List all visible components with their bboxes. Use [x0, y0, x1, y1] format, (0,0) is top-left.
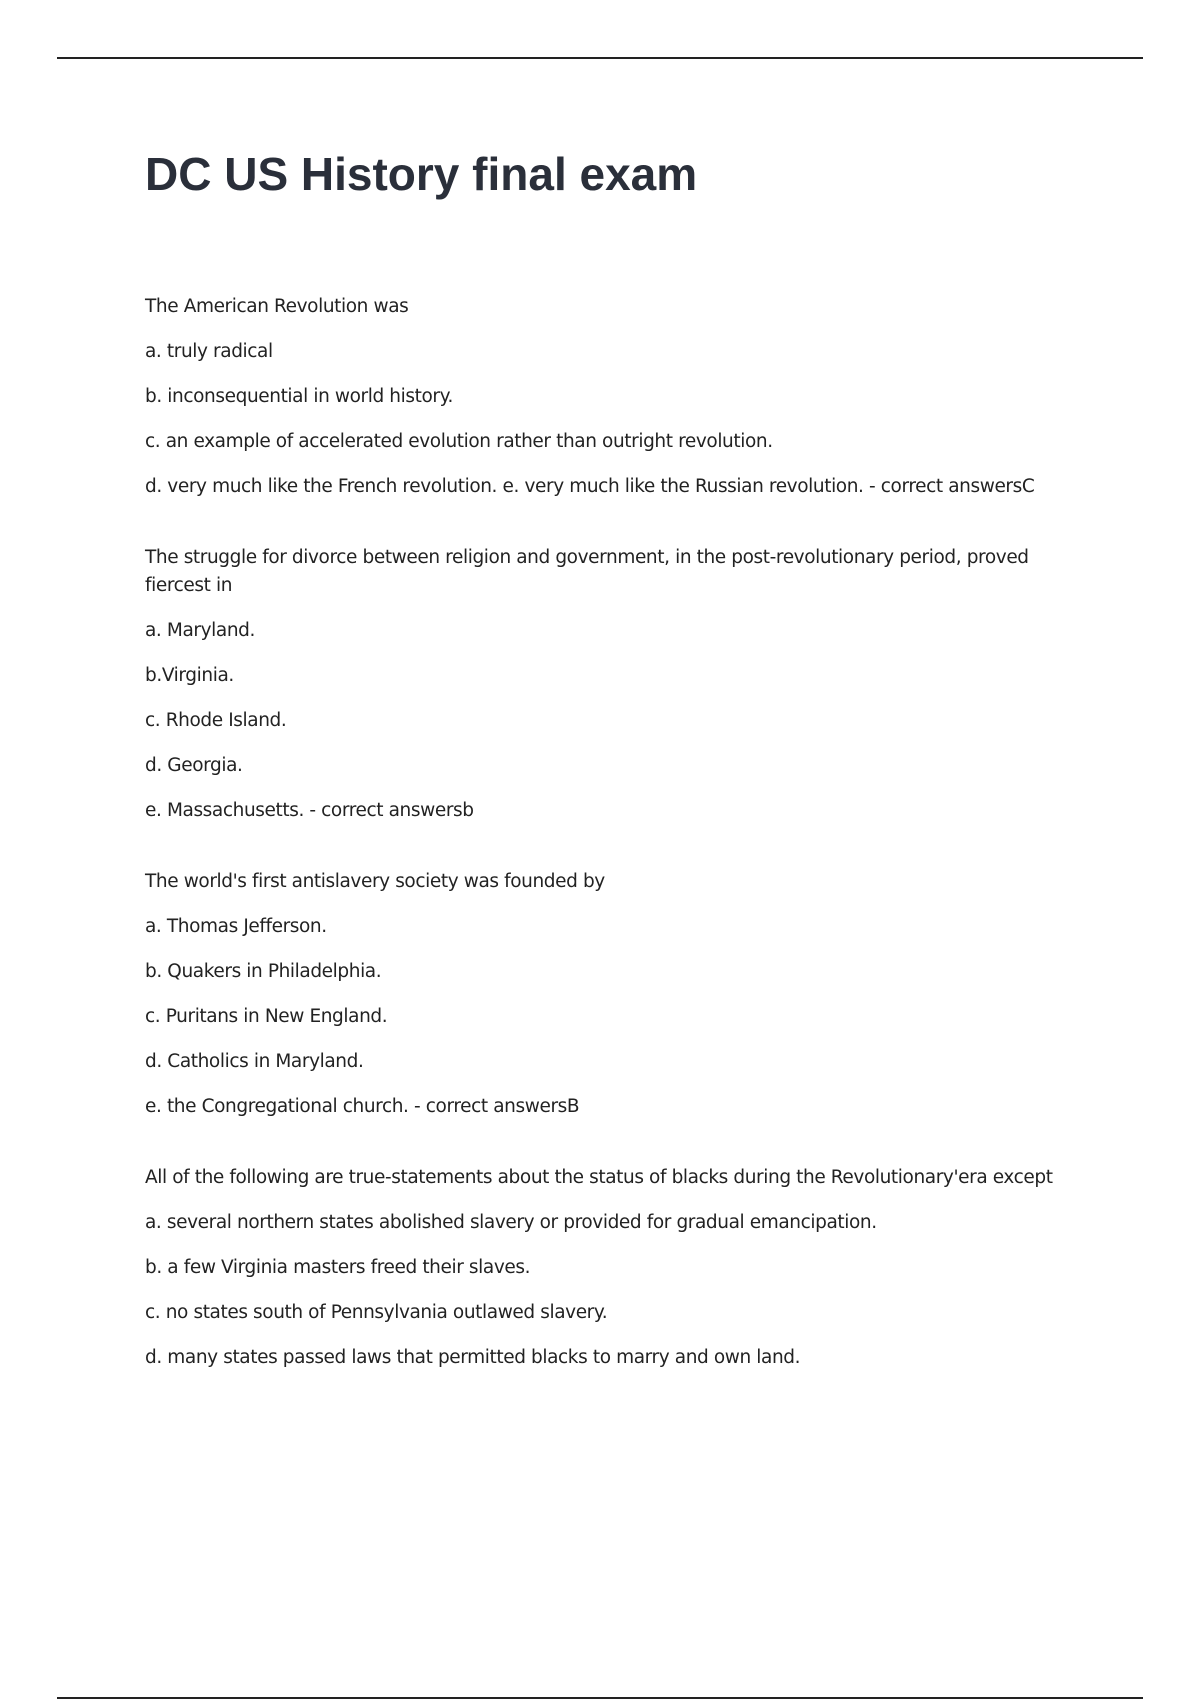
- answer-option: e. Massachusetts. - correct answersb: [145, 800, 474, 821]
- answer-option: c. Rhode Island.: [145, 710, 287, 731]
- answer-option: d. Catholics in Maryland.: [145, 1051, 364, 1072]
- question-text: All of the following are true-statements about the status of blacks during the Revolutionary'era except: [145, 1167, 1053, 1188]
- answer-option: a. truly radical: [145, 341, 273, 362]
- question-text: The struggle for divorce between religion and government, in the post-revolutionary period, proved fiercest in: [145, 547, 1029, 596]
- answer-option: b.Virginia.: [145, 665, 234, 686]
- question-text: The American Revolution was: [145, 296, 409, 317]
- answer-option: c. Puritans in New England.: [145, 1006, 388, 1027]
- question-text: The world's first antislavery society was founded by: [145, 871, 605, 892]
- bottom-rule: [57, 1697, 1143, 1699]
- top-rule: [57, 57, 1143, 59]
- answer-option: b. inconsequential in world history.: [145, 386, 453, 407]
- answer-option: a. Maryland.: [145, 620, 255, 641]
- answer-option: b. Quakers in Philadelphia.: [145, 961, 382, 982]
- question-4: [145, 1164, 1075, 1372]
- page-title: DC US History final exam: [145, 148, 698, 200]
- question-1: [145, 293, 1075, 501]
- answer-option: d. Georgia.: [145, 755, 243, 776]
- answer-option: b. a few Virginia masters freed their slaves.: [145, 1257, 531, 1278]
- answer-option: a. Thomas Jefferson.: [145, 916, 327, 937]
- question-3: [145, 868, 1075, 1121]
- answer-option: c. no states south of Pennsylvania outlawed slavery.: [145, 1302, 608, 1323]
- question-2: [145, 544, 1075, 825]
- exam-content: [145, 293, 1075, 1415]
- answer-option: d. very much like the French revolution. e. very much like the Russian revolution. - correct answersC: [145, 476, 1035, 497]
- answer-option: a. several northern states abolished slavery or provided for gradual emancipation.: [145, 1212, 877, 1233]
- answer-option: c. an example of accelerated evolution rather than outright revolution.: [145, 431, 773, 452]
- answer-option: e. the Congregational church. - correct answersB: [145, 1096, 580, 1117]
- answer-option: d. many states passed laws that permitted blacks to marry and own land.: [145, 1347, 801, 1368]
